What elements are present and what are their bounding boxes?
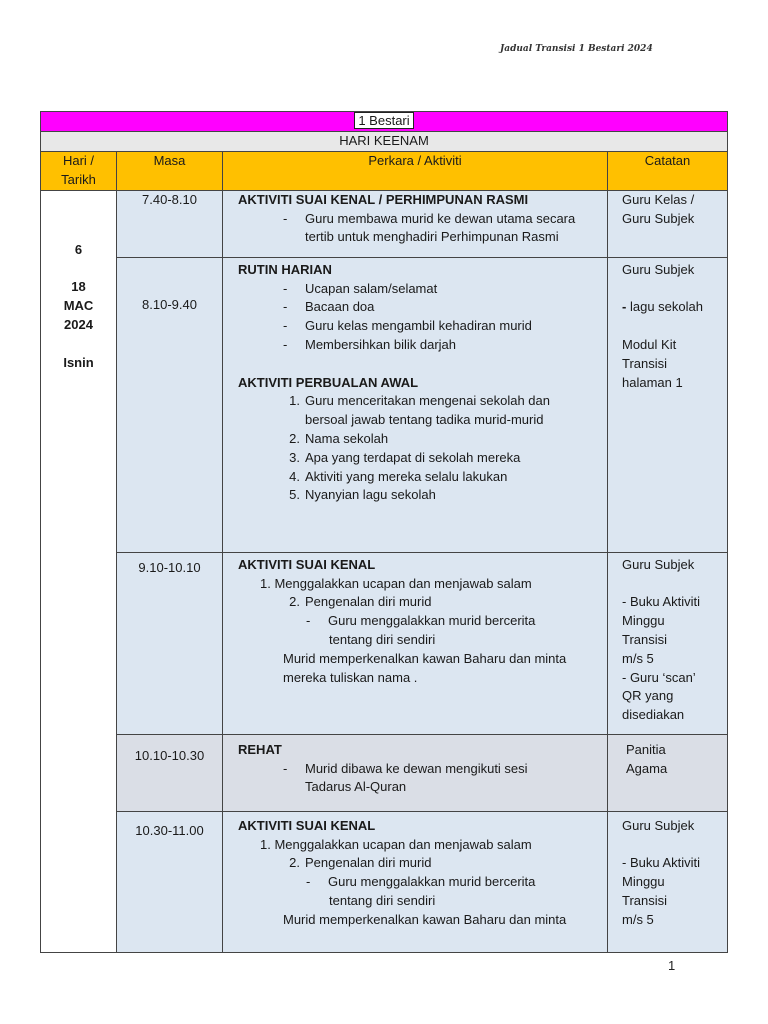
notes-cell (608, 552, 728, 734)
activity-cell (223, 190, 608, 257)
bullet-dash: - (283, 299, 288, 315)
note-line: Transisi (622, 892, 668, 908)
numbered-item: 1. Menggalakkan ucapan dan menjawab salam (260, 575, 532, 591)
sub-item-cont: tentang diri sendiri (329, 892, 436, 908)
activity-item: Ucapan salam/selamat (305, 280, 438, 296)
page-number: 1 (668, 958, 676, 973)
note-line: disediakan (622, 707, 685, 723)
note-line: Guru Kelas / (622, 191, 695, 207)
table-row (41, 190, 728, 257)
paragraph-line: mereka tuliskan nama . (283, 669, 418, 685)
note-line: Minggu (622, 874, 665, 890)
note-dash: - (622, 299, 627, 315)
note-line: QR yang (622, 688, 674, 704)
activity-item: Guru kelas mengambil kehadiran murid (305, 318, 532, 334)
numbered-item-cont: bersoal jawab tentang tadika murid-murid (305, 412, 544, 428)
note-line: - Buku Aktiviti (622, 855, 701, 871)
notes-cell (608, 190, 728, 257)
header-activity: Perkara / Aktiviti (223, 151, 608, 190)
activity-cell (223, 552, 608, 734)
day-subtitle: HARI KEENAM (41, 132, 728, 152)
paragraph-line: Murid memperkenalkan kawan Baharu dan minta (283, 911, 567, 927)
list-number: 2. (289, 594, 300, 610)
table-row (41, 734, 728, 811)
day-date-cell (41, 190, 117, 952)
header-day-line2: Tarikh (61, 171, 96, 187)
sub-item-cont: tentang diri sendiri (329, 631, 436, 647)
bullet-dash: - (306, 874, 311, 890)
activity-item-cont: tertib untuk menghadiri Perhimpunan Rasmi (305, 229, 559, 245)
time-cell: 7.40-8.10 (117, 190, 223, 257)
table-row (41, 552, 728, 734)
time-cell (117, 734, 223, 811)
table-row (41, 257, 728, 552)
note-line: m/s 5 (622, 911, 654, 927)
activity-heading: REHAT (238, 741, 282, 757)
table-row (41, 811, 728, 952)
notes-cell (608, 734, 728, 811)
note-line: halaman 1 (622, 374, 683, 390)
bullet-dash: - (283, 280, 288, 296)
note-line: m/s 5 (622, 650, 654, 666)
list-number: 5. (289, 487, 300, 503)
list-number: 3. (289, 449, 300, 465)
header-day (41, 151, 117, 190)
header-day-line1: Hari / (62, 152, 95, 168)
time-cell (117, 257, 223, 552)
numbered-item: Pengenalan diri murid (305, 855, 432, 871)
note-line: lagu sekolah (629, 299, 703, 315)
note-line: Minggu (622, 613, 665, 629)
activity-heading: AKTIVITI SUAI KENAL (238, 817, 376, 833)
date-day: 18 (71, 279, 86, 295)
numbered-item: Nyanyian lagu sekolah (305, 487, 436, 503)
note-line: Panitia (626, 741, 666, 757)
note-line: Transisi (622, 631, 668, 647)
activity-item: Guru membawa murid ke dewan utama secara (305, 210, 576, 226)
time-value: 8.10-9.40 (142, 296, 197, 312)
time-cell (117, 552, 223, 734)
bullet-dash: - (283, 210, 288, 226)
list-number: 2. (289, 430, 300, 446)
time-cell (117, 811, 223, 952)
note-line: Guru Subjek (622, 210, 695, 226)
numbered-item: 1. Menggalakkan ucapan dan menjawab salam (260, 836, 532, 852)
note-line: - Buku Aktiviti (622, 594, 701, 610)
note-line: - Guru ‘scan’ (622, 669, 696, 685)
activity-heading: RUTIN HARIAN (238, 261, 332, 277)
activity-cell (223, 257, 608, 552)
activity-item: Murid dibawa ke dewan mengikuti sesi (305, 760, 528, 776)
list-number: 2. (289, 855, 300, 871)
note-line: Transisi (622, 355, 668, 371)
time-value: 10.10-10.30 (134, 747, 205, 763)
note-line: Guru Subjek (622, 556, 695, 572)
numbered-item: Pengenalan diri murid (305, 594, 432, 610)
class-title: 1 Bestari (354, 112, 413, 129)
activity-heading: AKTIVITI SUAI KENAL (238, 556, 376, 572)
day-number: 6 (74, 241, 83, 257)
note-line: Modul Kit (622, 336, 677, 352)
activity-item: Membersihkan bilik darjah (305, 336, 457, 352)
column-header-row (41, 151, 728, 190)
notes-cell (608, 257, 728, 552)
bullet-dash: - (283, 318, 288, 334)
note-line: Guru Subjek (622, 817, 695, 833)
activity-heading: AKTIVITI PERBUALAN AWAL (238, 374, 419, 390)
schedule-table (40, 111, 728, 953)
table-title-row (41, 112, 728, 132)
bullet-dash: - (283, 336, 288, 352)
weekday: Isnin (63, 354, 94, 370)
list-number: 4. (289, 468, 300, 484)
numbered-item: Apa yang terdapat di sekolah mereka (305, 449, 521, 465)
sub-item: Guru menggalakkan murid bercerita (328, 613, 536, 629)
paragraph-line: Murid memperkenalkan kawan Baharu dan minta (283, 650, 567, 666)
notes-cell (608, 811, 728, 952)
numbered-item: Nama sekolah (305, 430, 389, 446)
activity-item: Bacaan doa (305, 299, 375, 315)
note-line: Guru Subjek (622, 261, 695, 277)
activity-heading: AKTIVITI SUAI KENAL / PERHIMPUNAN RASMI (238, 191, 529, 207)
activity-cell (223, 734, 608, 811)
list-number: 1. (289, 393, 300, 409)
date-month: MAC (63, 298, 94, 314)
header-notes: Catatan (608, 151, 728, 190)
activity-item-cont: Tadarus Al-Quran (305, 779, 407, 795)
running-header: Jadual Transisi 1 Bestari 2024 (500, 44, 653, 54)
numbered-item: Guru menceritakan mengenai sekolah dan (305, 393, 550, 409)
date-year: 2024 (64, 316, 93, 332)
activity-cell (223, 811, 608, 952)
bullet-dash: - (306, 613, 311, 629)
bullet-dash: - (283, 760, 288, 776)
header-time: Masa (117, 151, 223, 190)
table-subtitle-row (41, 132, 728, 152)
numbered-item: Aktiviti yang mereka selalu lakukan (305, 468, 508, 484)
note-line: Agama (626, 760, 668, 776)
sub-item: Guru menggalakkan murid bercerita (328, 874, 536, 890)
time-value: 9.10-10.10 (138, 559, 201, 575)
time-value: 10.30-11.00 (135, 822, 204, 838)
